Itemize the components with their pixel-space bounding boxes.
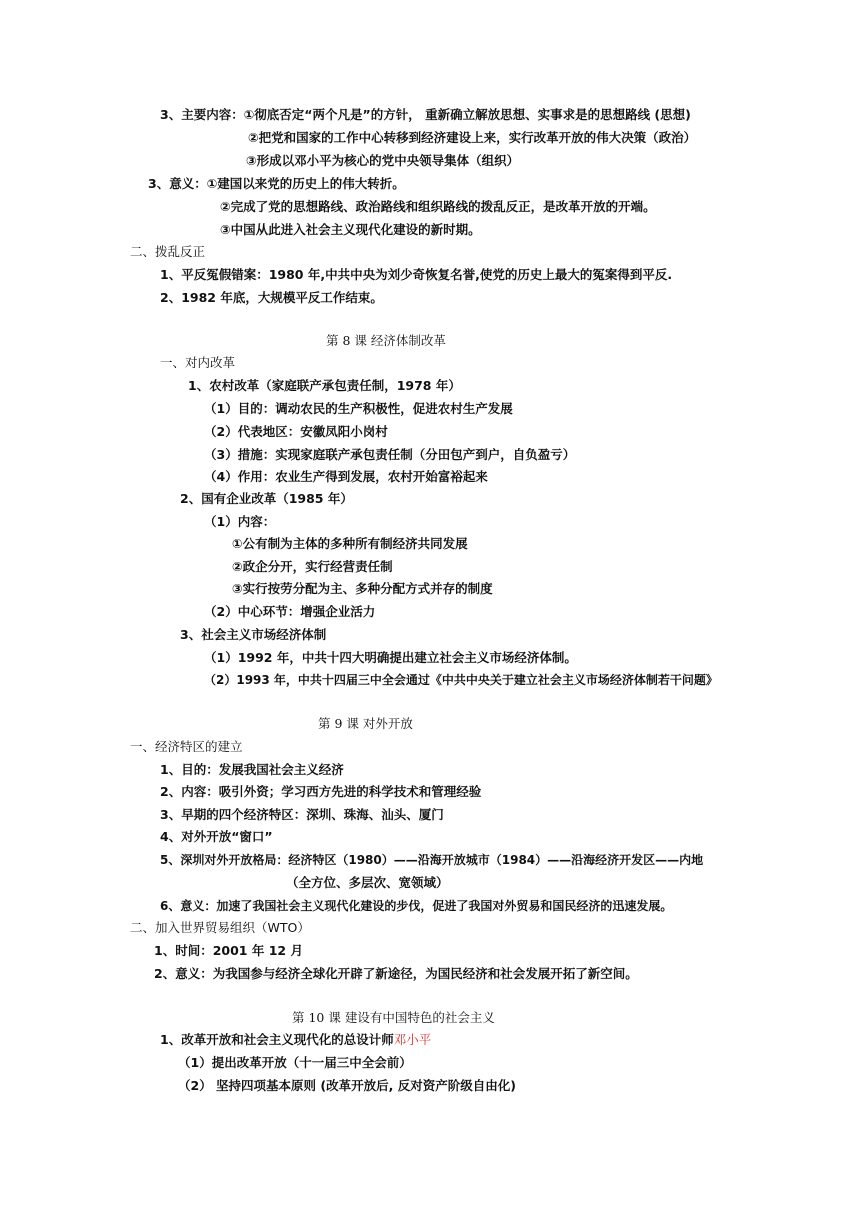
text-line: （2）1993 年，中共十四届三中全会通过《中共中央关于建立社会主义市场经济体制若干问题》 [204, 673, 718, 687]
text-line: 1、时间：2001 年 12 月 [154, 943, 303, 958]
text-line: ②政企分开，实行经营责任制 [232, 559, 393, 574]
highlighted-name: 邓小平 [393, 1032, 432, 1047]
text-line: ③实行按劳分配为主、多种分配方式并存的制度 [232, 581, 493, 596]
text-line: （2）代表地区：安徽凤阳小岗村 [204, 424, 388, 439]
text-line: 2、内容：吸引外资；学习西方先进的科学技术和管理经验 [160, 784, 482, 799]
text-line: （1）1992 年，中共十四大明确提出建立社会主义市场经济体制。 [204, 650, 577, 665]
text-line: 6、意义：加速了我国社会主义现代化建设的步伐，促进了我国对外贸易和国民经济的迅速发展。 [160, 899, 673, 913]
text-line: （3）措施：实现家庭联产承包责任制（分田包产到户，自负盈亏） [204, 447, 576, 462]
text-line: ①公有制为主体的多种所有制经济共同发展 [232, 536, 468, 551]
text-line: ②把党和国家的工作中心转移到经济建设上来，实行改革开放的伟大决策（政治） [248, 130, 697, 145]
lesson-title: 第 10 课 建设有中国特色的社会主义 [292, 1010, 495, 1025]
text-line: （全方位、多层次、宽领域） [286, 875, 449, 890]
section-heading: 二、加入世界贸易组织（WTO） [130, 920, 310, 935]
section-heading: 二、拨乱反正 [130, 244, 206, 259]
text-line: （1）提出改革开放（十一届三中全会前） [178, 1055, 412, 1070]
lesson-title: 第 8 课 经济体制改革 [326, 333, 446, 348]
text-line: 2、1982 年底，大规模平反工作结束。 [160, 290, 383, 305]
text-line: （2）中心环节：增强企业活力 [204, 604, 376, 619]
text-line-prefix: 1、改革开放和社会主义现代化的总设计师 [160, 1032, 394, 1047]
text-line: （1）目的：调动农民的生产积极性，促进农村生产发展 [204, 401, 513, 416]
text-line [160, 1032, 431, 1048]
text-line: 1、平反冤假错案：1980 年,中共中央为刘少奇恢复名誉,使党的历史上最大的冤案得到平反. [160, 267, 673, 282]
text-line: 3、意义：①建国以来党的历史上的伟大转折。 [148, 176, 405, 191]
text-line: ②完成了党的思想路线、政治路线和组织路线的拨乱反正，是改革开放的开端。 [220, 199, 656, 214]
text-line: 3、主要内容：①彻底否定“两个凡是”的方针， 重新确立解放思想、实事求是的思想路线 (思想) [160, 107, 691, 122]
text-line: 1、农村改革（家庭联产承包责任制，1978 年） [188, 378, 461, 393]
text-line: ③形成以邓小平为核心的党中央领导集体（组织） [246, 153, 520, 168]
text-line: 3、社会主义市场经济体制 [180, 627, 327, 642]
section-heading: 一、对内改革 [160, 355, 236, 370]
text-line: （2） 坚持四项基本原则 (改革开放后, 反对资产阶级自由化) [178, 1078, 516, 1093]
text-line: 2、意义：为我国参与经济全球化开辟了新途径，为国民经济和社会发展开拓了新空间。 [154, 966, 638, 981]
text-line: 3、早期的四个经济特区：深圳、珠海、汕头、厦门 [160, 807, 444, 822]
section-heading: 一、经济特区的建立 [130, 739, 243, 754]
text-line: 4、对外开放“窗口” [160, 829, 273, 844]
text-line: 5、深圳对外开放格局：经济特区（1980）——沿海开放城市（1984）——沿海经济开发区——内地 [160, 853, 704, 867]
text-line: （4）作用：农业生产得到发展，农村开始富裕起来 [204, 469, 488, 484]
lesson-title: 第 9 课 对外开放 [318, 716, 413, 731]
text-line: 1、目的：发展我国社会主义经济 [160, 762, 344, 777]
text-line: ③中国从此进入社会主义现代化建设的新时期。 [220, 222, 481, 237]
text-line: （1）内容： [204, 514, 276, 529]
text-line: 2、国有企业改革（1985 年） [180, 491, 353, 506]
